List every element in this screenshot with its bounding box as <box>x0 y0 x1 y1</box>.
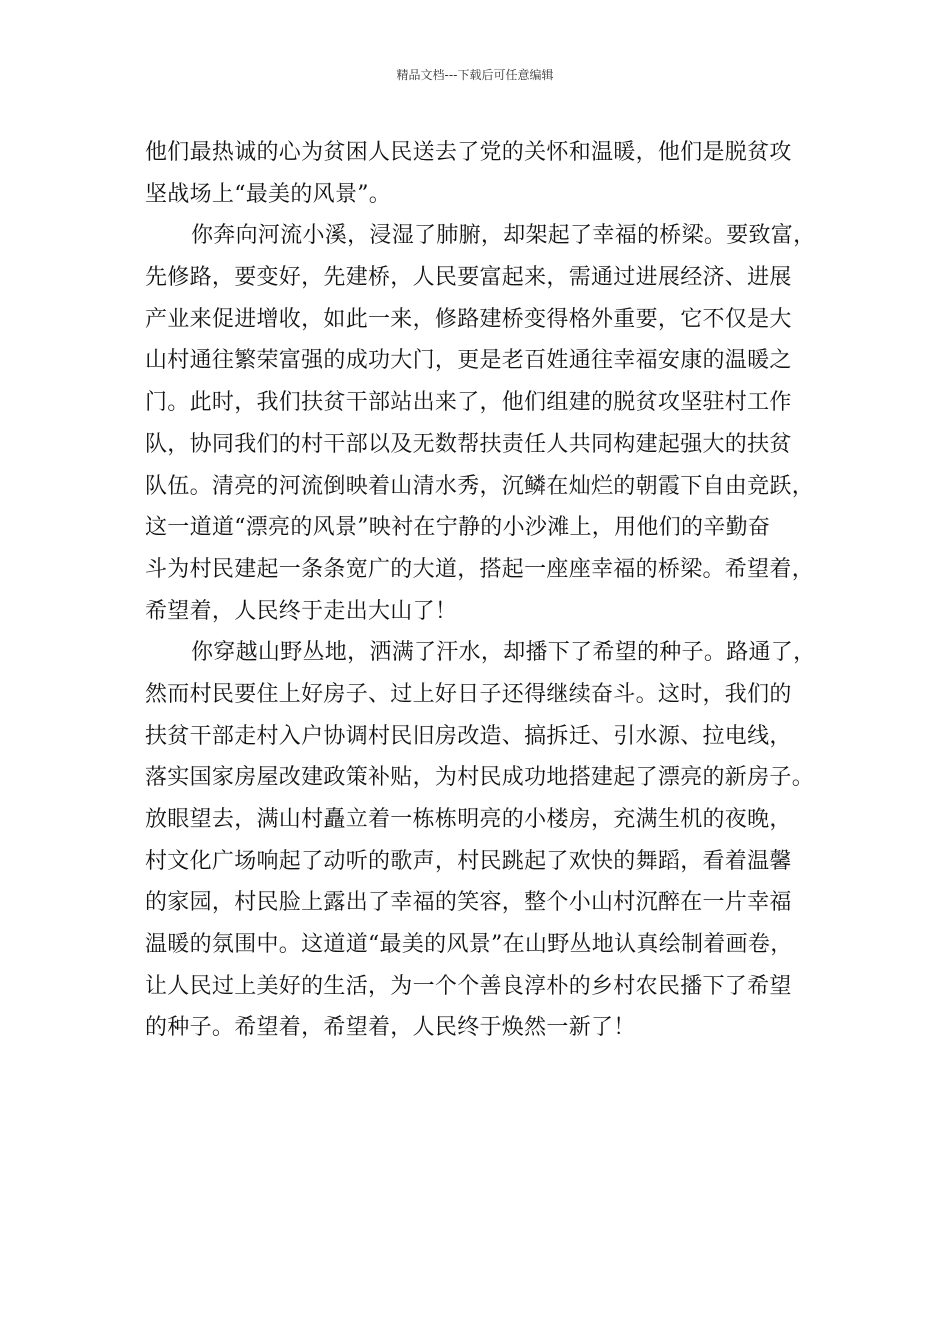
text-line: 让人民过上美好的生活，为一个个善良淳朴的乡村农民播下了希望 <box>145 973 792 999</box>
paragraph <box>145 132 835 215</box>
text-line: 坚战场上“最美的风景”。 <box>145 181 392 207</box>
text-line: 你奔向河流小溪，浸湿了肺腑，却架起了幸福的桥梁。要致富， <box>191 223 816 249</box>
paragraph <box>145 215 835 632</box>
text-line: 山村通往繁荣富强的成功大门，更是老百姓通往幸福安康的温暖之 <box>145 348 792 374</box>
document-body <box>145 132 835 1049</box>
text-line: 扶贫干部走村入户协调村民旧房改造、搞拆迁、引水源、拉电线， <box>145 723 792 749</box>
text-line: 先修路，要变好，先建桥，人民要富起来，需通过进展经济、进展 <box>145 265 792 291</box>
text-line: 然而村民要住上好房子、过上好日子还得继续奋斗。这时，我们的 <box>145 681 792 707</box>
text-line: 的种子。希望着，希望着，人民终于焕然一新了！ <box>145 1015 636 1041</box>
text-line: 队伍。清亮的河流倒映着山清水秀，沉鳞在灿烂的朝霞下自由竞跃， <box>145 473 815 499</box>
text-line: 产业来促进增收，如此一来，修路建桥变得格外重要，它不仅是大 <box>145 306 792 332</box>
text-line: 村文化广场响起了动听的歌声，村民跳起了欢快的舞蹈，看着温馨 <box>145 848 792 874</box>
text-line: 斗为村民建起一条条宽广的大道，搭起一座座幸福的桥梁。希望着， <box>145 556 815 582</box>
text-line: 队，协同我们的村干部以及无数帮扶责任人共同构建起强大的扶贫 <box>145 431 792 457</box>
text-line: 温暖的氛围中。这道道“最美的风景”在山野丛地认真绘制着画卷， <box>145 932 793 958</box>
text-line: 门。此时，我们扶贫干部站出来了，他们组建的脱贫攻坚驻村工作 <box>145 390 792 416</box>
text-line: 他们最热诚的心为贫困人民送去了党的关怀和温暖，他们是脱贫攻 <box>145 140 792 165</box>
text-line: 落实国家房屋改建政策补贴，为村民成功地搭建起了漂亮的新房子。 <box>145 765 815 791</box>
text-line: 希望着，人民终于走出大山了！ <box>145 598 458 624</box>
text-line: 你穿越山野丛地，洒满了汗水，却播下了希望的种子。路通了， <box>191 640 816 666</box>
text-line: 这一道道“漂亮的风景”映衬在宁静的小沙滩上，用他们的辛勤奋 <box>145 515 771 541</box>
text-line: 的家园，村民脸上露出了幸福的笑容，整个小山村沉醉在一片幸福 <box>145 890 792 916</box>
text-line: 放眼望去，满山村矗立着一栋栋明亮的小楼房，充满生机的夜晚， <box>145 807 792 832</box>
page-header: 精品文档---下载后可任意编辑 <box>396 68 554 82</box>
paragraph <box>145 632 835 1049</box>
